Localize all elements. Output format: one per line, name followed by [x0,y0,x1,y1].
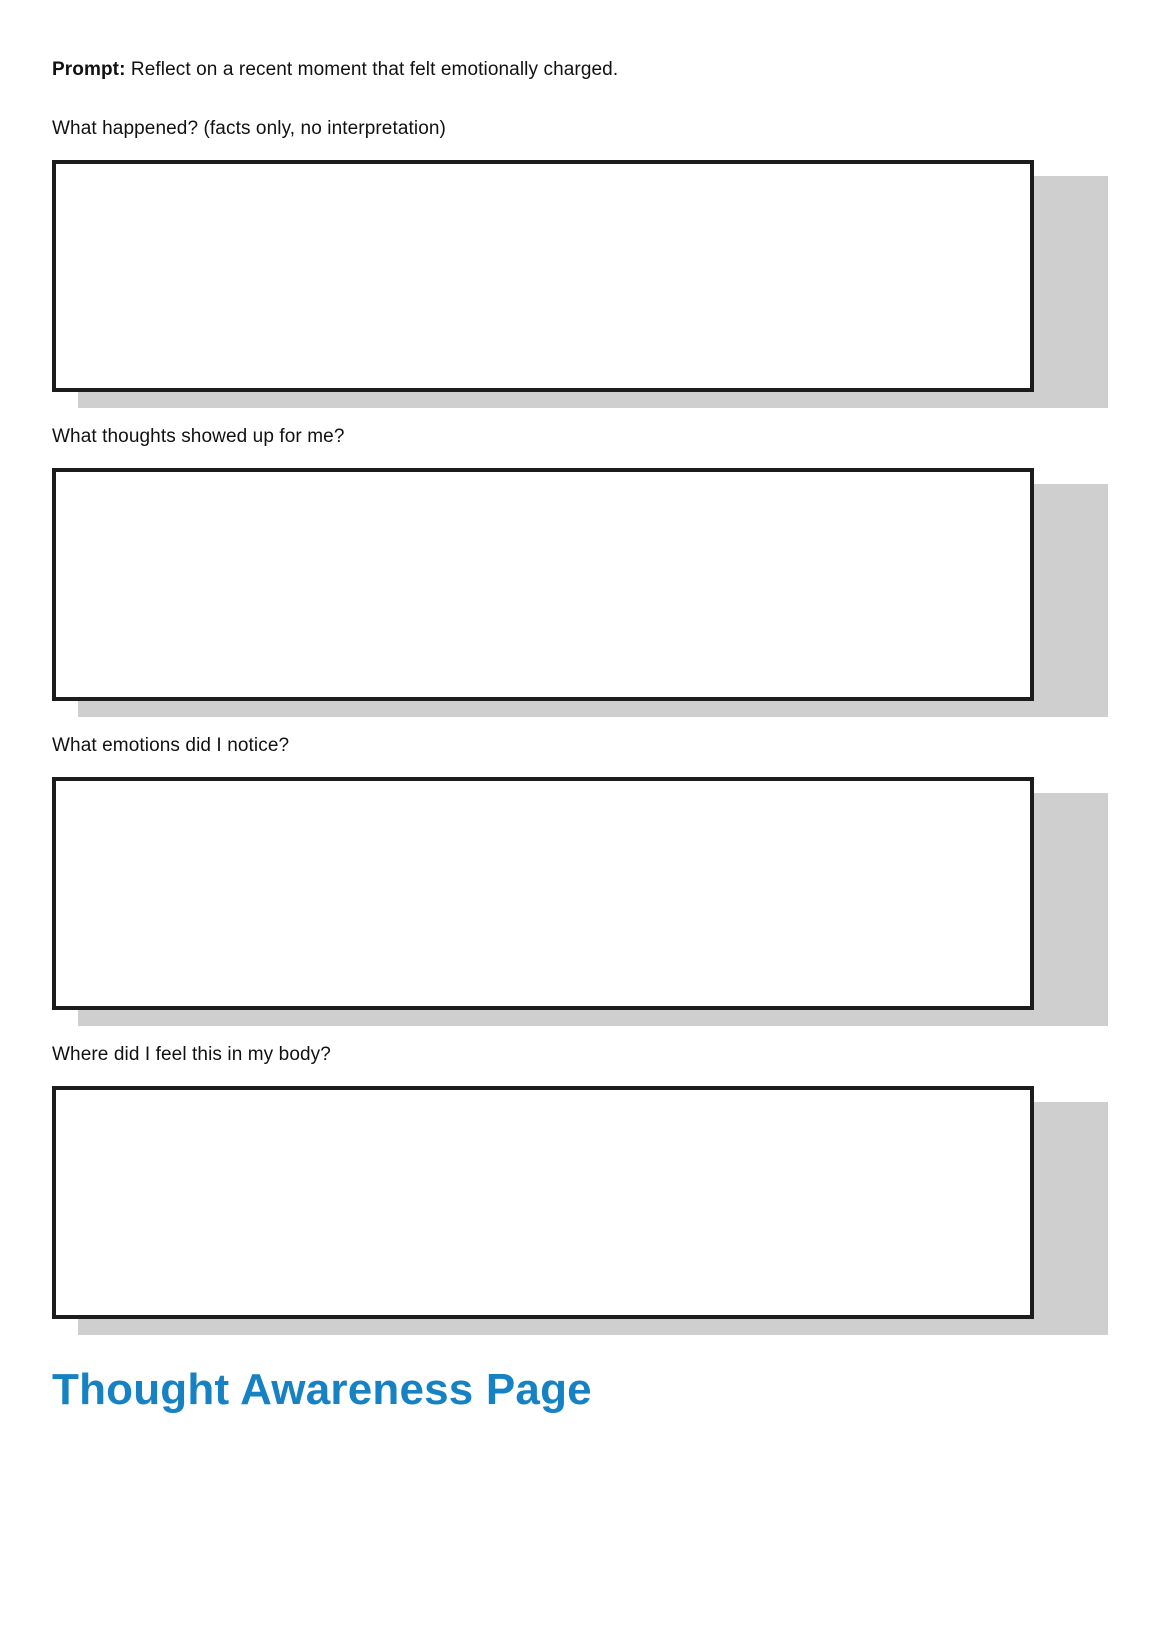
answer-box-2[interactable] [52,468,1034,701]
question-label-3: What emotions did I notice? [52,735,290,756]
answer-box-3[interactable] [52,777,1034,1010]
question-label-1: What happened? (facts only, no interpretation) [52,118,446,139]
prompt-text: Reflect on a recent moment that felt emotionally charged. [130,59,619,80]
answer-input-1[interactable] [56,164,1030,388]
prompt-line [52,56,1108,84]
page-title: Thought Awareness Page [52,1365,592,1414]
answer-input-3[interactable] [56,781,1030,1006]
answer-input-4[interactable] [56,1090,1030,1315]
prompt-label: Prompt: [52,59,126,80]
question-label-2: What thoughts showed up for me? [52,426,345,447]
answer-field-wrap-1 [52,160,1108,392]
answer-box-1[interactable] [52,160,1034,392]
answer-field-wrap-4 [52,1086,1108,1319]
answer-field-wrap-2 [52,468,1108,701]
answer-input-2[interactable] [56,472,1030,697]
answer-box-4[interactable] [52,1086,1034,1319]
question-label-4: Where did I feel this in my body? [52,1044,331,1065]
answer-field-wrap-3 [52,777,1108,1010]
